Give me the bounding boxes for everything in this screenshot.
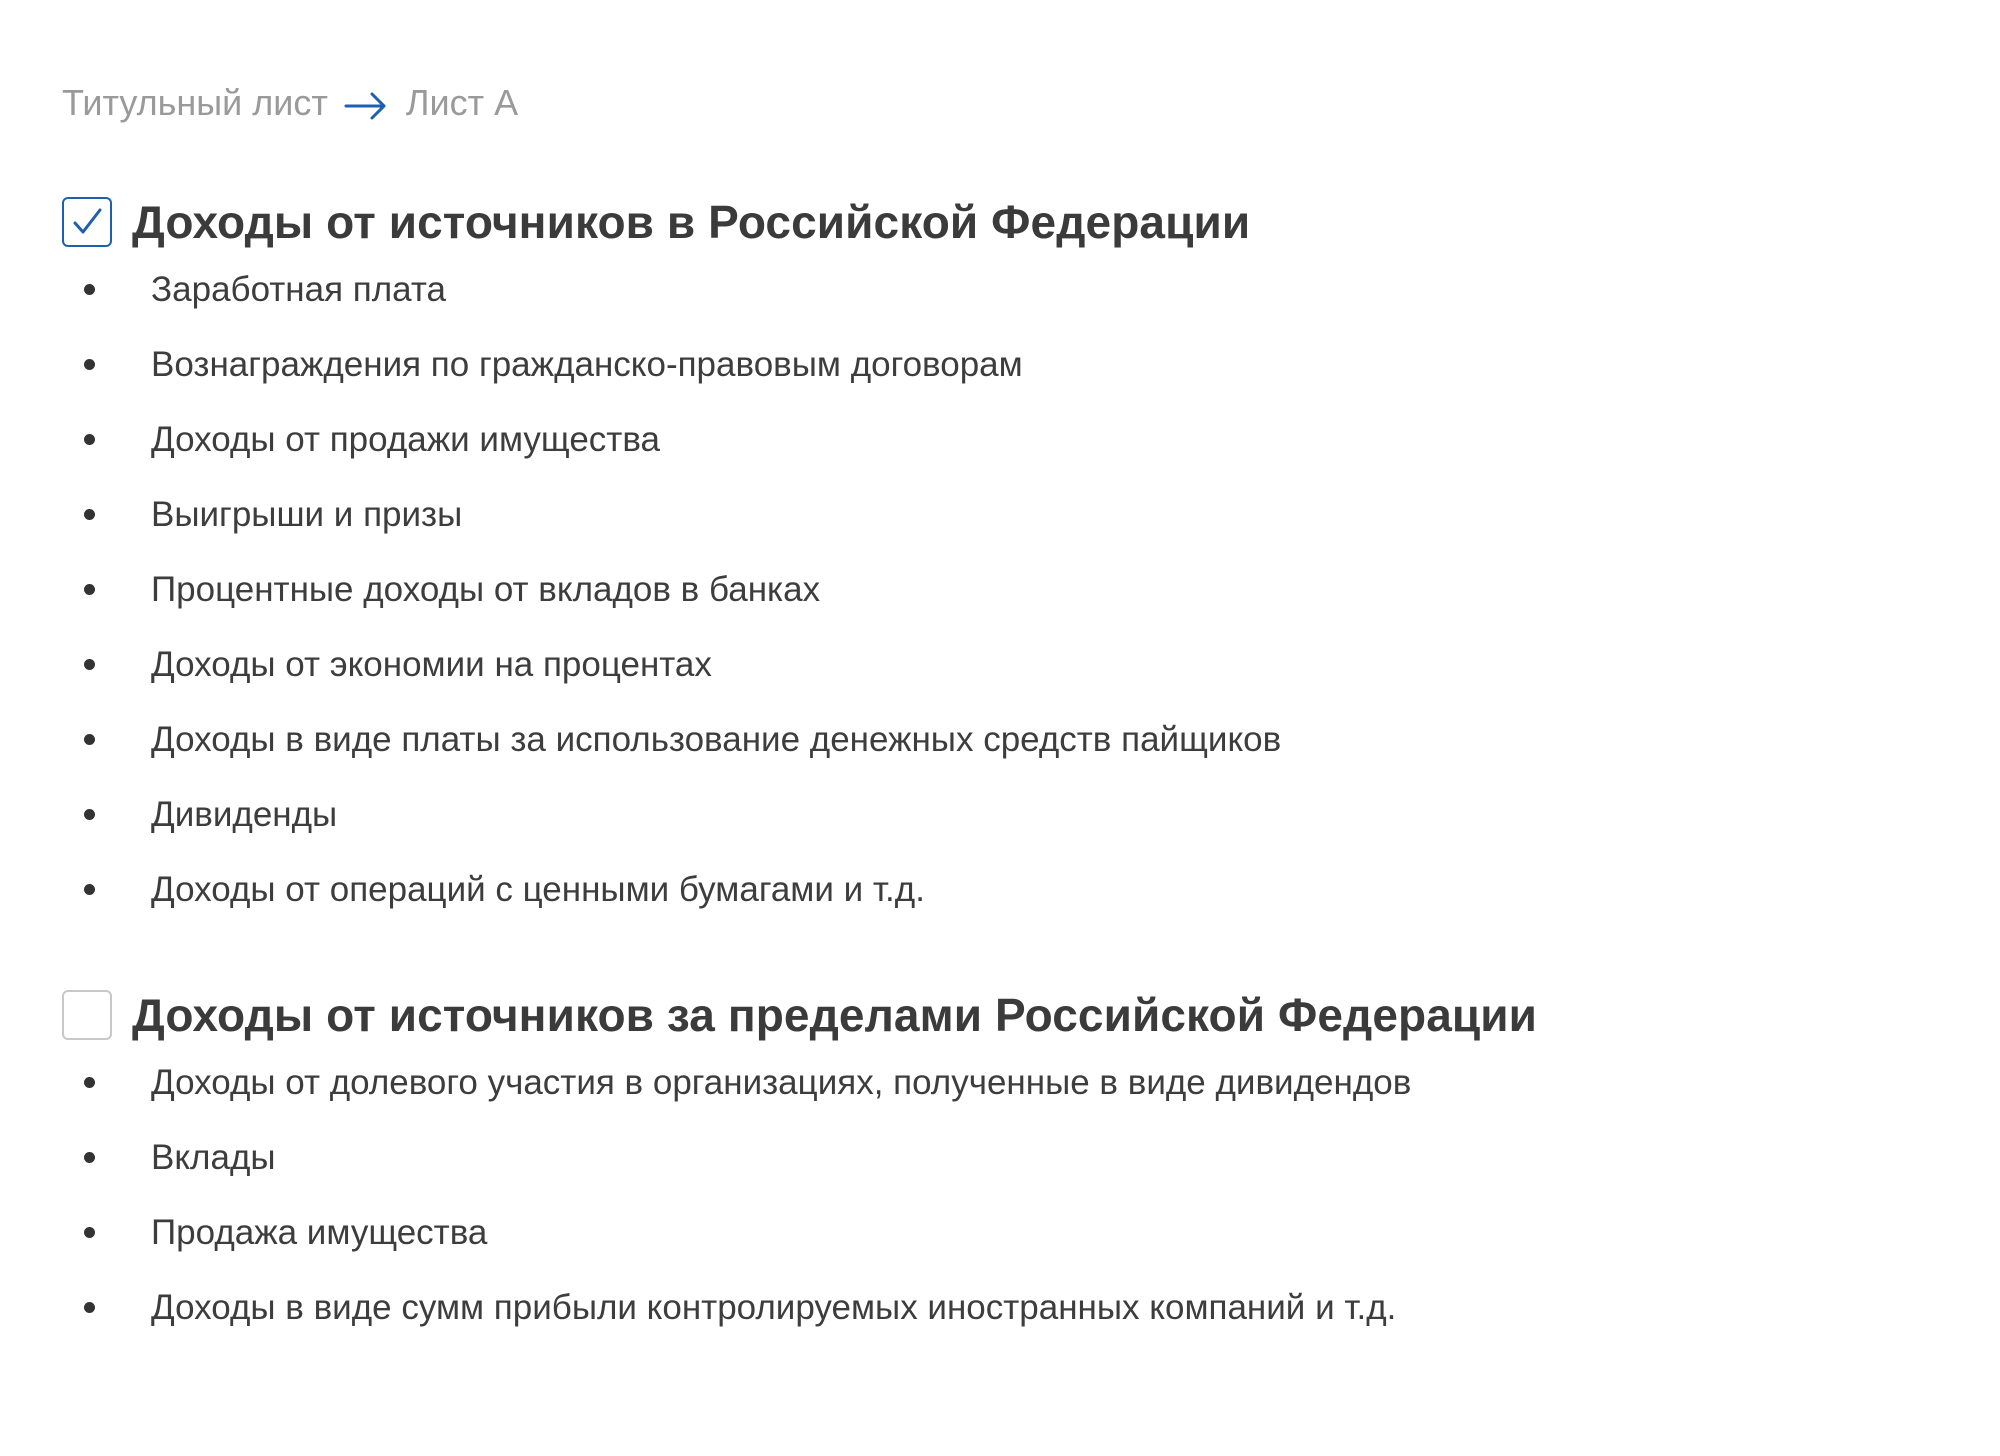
bullet-icon — [84, 284, 95, 295]
breadcrumb-item-sheet-a: Лист А — [405, 82, 519, 123]
bullet-icon — [84, 659, 95, 670]
income-list — [62, 1045, 1537, 1345]
list-item-label: Заработная плата — [151, 269, 446, 309]
list-item — [62, 1045, 1537, 1120]
list-item-label: Доходы от экономии на процентах — [151, 644, 712, 684]
bullet-icon — [84, 509, 95, 520]
foreign-income-checkbox[interactable] — [62, 990, 112, 1040]
bullet-icon — [84, 584, 95, 595]
income-list — [62, 252, 1281, 927]
bullet-icon — [84, 1152, 95, 1163]
section-header[interactable] — [62, 985, 1537, 1045]
list-item — [62, 327, 1281, 402]
list-item-label: Доходы от операций с ценными бумагами и т.д. — [151, 869, 925, 909]
bullet-icon — [84, 809, 95, 820]
section-title: Доходы от источников в Российской Федерации — [132, 196, 1251, 248]
bullet-icon — [84, 359, 95, 370]
list-item-label: Дивиденды — [151, 794, 338, 834]
russian-income-checkbox[interactable] — [62, 197, 112, 247]
list-item-label: Доходы от продажи имущества — [151, 419, 660, 459]
list-item — [62, 477, 1281, 552]
list-item-label: Доходы в виде платы за использование денежных средств пайщиков — [151, 719, 1282, 759]
bullet-icon — [84, 434, 95, 445]
list-item-label: Доходы от долевого участия в организациях, полученные в виде дивидендов — [151, 1062, 1412, 1102]
list-item — [62, 252, 1281, 327]
list-item-label: Продажа имущества — [151, 1212, 488, 1252]
section-russian-income — [62, 192, 1281, 927]
list-item — [62, 1270, 1537, 1345]
bullet-icon — [84, 1302, 95, 1313]
list-item — [62, 402, 1281, 477]
bullet-icon — [84, 884, 95, 895]
list-item-label: Вознаграждения по гражданско-правовым договорам — [151, 344, 1023, 384]
section-foreign-income — [62, 985, 1537, 1345]
list-item-label: Доходы в виде сумм прибыли контролируемых иностранных компаний и т.д. — [151, 1287, 1397, 1327]
list-item — [62, 552, 1281, 627]
list-item — [62, 702, 1281, 777]
arrow-right-icon — [344, 88, 388, 118]
bullet-icon — [84, 1227, 95, 1238]
bullet-icon — [84, 734, 95, 745]
list-item — [62, 852, 1281, 927]
bullet-icon — [84, 1077, 95, 1088]
list-item — [62, 1195, 1537, 1270]
list-item-label: Выигрыши и призы — [151, 494, 463, 534]
list-item — [62, 1120, 1537, 1195]
breadcrumb-item-title-page[interactable]: Титульный лист — [62, 82, 328, 123]
list-item-label: Вклады — [151, 1137, 276, 1177]
checkmark-icon — [70, 205, 104, 239]
list-item — [62, 627, 1281, 702]
section-title: Доходы от источников за пределами Российской Федерации — [132, 989, 1538, 1041]
section-header[interactable] — [62, 192, 1281, 252]
list-item-label: Процентные доходы от вкладов в банках — [151, 569, 821, 609]
list-item — [62, 777, 1281, 852]
breadcrumb — [62, 78, 518, 128]
